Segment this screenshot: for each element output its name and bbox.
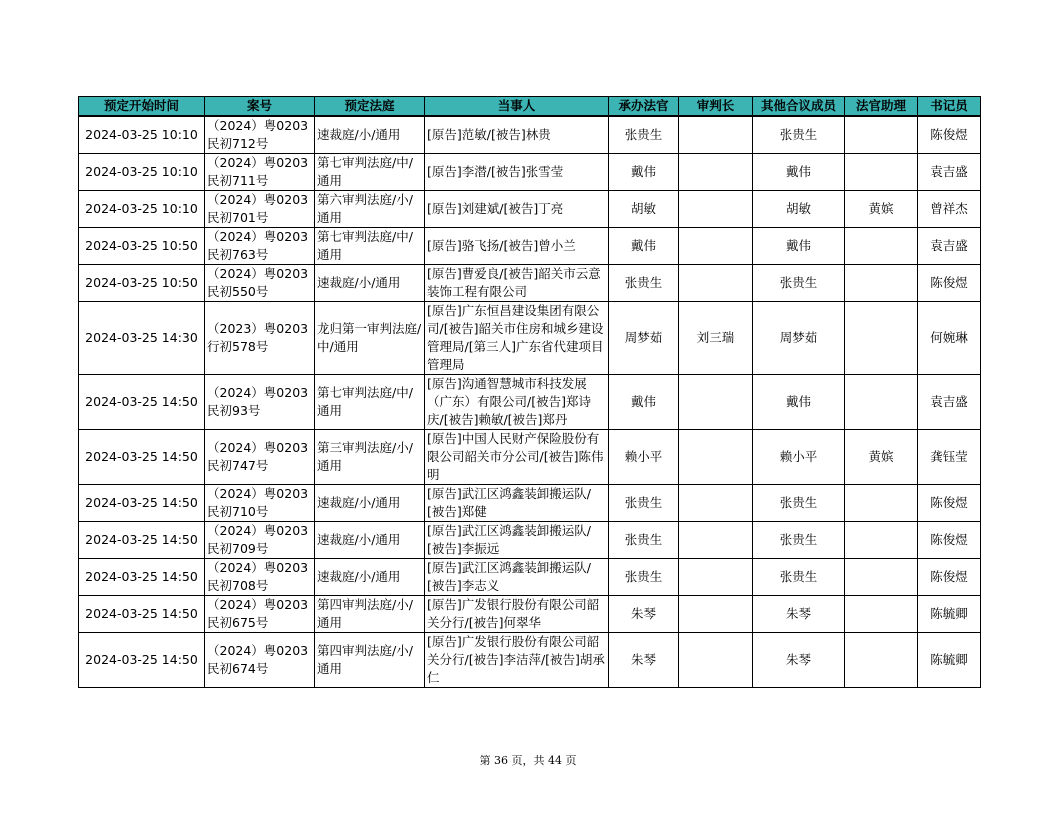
cell-presiding-judge: 周梦茹	[609, 302, 679, 375]
cell-panel-members: 戴伟	[753, 375, 845, 430]
cell-start-time: 2024-03-25 14:50	[79, 430, 205, 485]
cell-parties: [原告]武江区鸿鑫装卸搬运队/[被告]李志义	[425, 559, 609, 596]
cell-chief-judge	[679, 633, 753, 688]
cell-parties: [原告]广东恒昌建设集团有限公司/[被告]韶关市住房和城乡建设管理局/[第三人]广东省代建项目管理局	[425, 302, 609, 375]
cell-courtroom: 龙归第一审判法庭/中/通用	[315, 302, 425, 375]
cell-start-time: 2024-03-25 14:50	[79, 375, 205, 430]
cell-chief-judge	[679, 228, 753, 265]
cell-courtroom: 速裁庭/小/通用	[315, 559, 425, 596]
cell-judge-assistant	[845, 559, 918, 596]
table-row	[79, 191, 981, 228]
table-row	[79, 375, 981, 430]
cell-case-number: （2024）粤0203民初712号	[205, 116, 315, 154]
cell-parties: [原告]广发银行股份有限公司韶关分行/[被告]李洁萍/[被告]胡承仁	[425, 633, 609, 688]
cell-courtroom: 第四审判法庭/小/通用	[315, 633, 425, 688]
cell-courtroom: 速裁庭/小/通用	[315, 485, 425, 522]
cell-parties: [原告]沟通智慧城市科技发展（广东）有限公司/[被告]郑诗庆/[被告]赖敏/[被告]郑丹	[425, 375, 609, 430]
cell-courtroom: 第七审判法庭/中/通用	[315, 154, 425, 191]
cell-case-number: （2024）粤0203民初701号	[205, 191, 315, 228]
cell-start-time: 2024-03-25 14:50	[79, 633, 205, 688]
cell-presiding-judge: 张贵生	[609, 485, 679, 522]
cell-clerk: 陈俊煜	[918, 485, 981, 522]
cell-panel-members: 张贵生	[753, 265, 845, 302]
table-row	[79, 559, 981, 596]
cell-parties: [原告]曹爱良/[被告]韶关市云意装饰工程有限公司	[425, 265, 609, 302]
cell-parties: [原告]李潜/[被告]张雪莹	[425, 154, 609, 191]
cell-case-number: （2024）粤0203民初763号	[205, 228, 315, 265]
cell-chief-judge	[679, 559, 753, 596]
cell-clerk: 何婉琳	[918, 302, 981, 375]
cell-start-time: 2024-03-25 10:10	[79, 191, 205, 228]
header-presiding-judge: 承办法官	[609, 97, 679, 117]
cell-judge-assistant: 黄嫔	[845, 191, 918, 228]
cell-judge-assistant	[845, 633, 918, 688]
cell-chief-judge: 刘三瑞	[679, 302, 753, 375]
cell-courtroom: 速裁庭/小/通用	[315, 116, 425, 154]
cell-start-time: 2024-03-25 10:50	[79, 228, 205, 265]
cell-presiding-judge: 朱琴	[609, 596, 679, 633]
cell-parties: [原告]广发银行股份有限公司韶关分行/[被告]何翠华	[425, 596, 609, 633]
table-row	[79, 485, 981, 522]
cell-clerk: 陈俊煜	[918, 559, 981, 596]
cell-case-number: （2024）粤0203民初711号	[205, 154, 315, 191]
cell-panel-members: 戴伟	[753, 228, 845, 265]
cell-start-time: 2024-03-25 10:10	[79, 154, 205, 191]
cell-clerk: 陈俊煜	[918, 265, 981, 302]
cell-parties: [原告]刘建斌/[被告]丁亮	[425, 191, 609, 228]
cell-parties: [原告]武江区鸿鑫装卸搬运队/[被告]李振远	[425, 522, 609, 559]
cell-panel-members: 戴伟	[753, 154, 845, 191]
cell-panel-members: 周梦茹	[753, 302, 845, 375]
cell-parties: [原告]武江区鸿鑫装卸搬运队/[被告]郑健	[425, 485, 609, 522]
cell-chief-judge	[679, 116, 753, 154]
cell-case-number: （2024）粤0203民初675号	[205, 596, 315, 633]
cell-panel-members: 胡敏	[753, 191, 845, 228]
cell-panel-members: 朱琴	[753, 596, 845, 633]
cell-case-number: （2024）粤0203民初709号	[205, 522, 315, 559]
cell-start-time: 2024-03-25 14:50	[79, 596, 205, 633]
cell-start-time: 2024-03-25 14:30	[79, 302, 205, 375]
cell-panel-members: 张贵生	[753, 559, 845, 596]
cell-clerk: 陈毓卿	[918, 633, 981, 688]
cell-clerk: 陈俊煜	[918, 116, 981, 154]
cell-case-number: （2024）粤0203民初93号	[205, 375, 315, 430]
cell-presiding-judge: 戴伟	[609, 375, 679, 430]
cell-clerk: 龚钰莹	[918, 430, 981, 485]
cell-presiding-judge: 张贵生	[609, 559, 679, 596]
cell-panel-members: 张贵生	[753, 522, 845, 559]
cell-courtroom: 速裁庭/小/通用	[315, 265, 425, 302]
cell-panel-members: 张贵生	[753, 116, 845, 154]
cell-courtroom: 第四审判法庭/小/通用	[315, 596, 425, 633]
cell-judge-assistant	[845, 228, 918, 265]
cell-chief-judge	[679, 265, 753, 302]
cell-chief-judge	[679, 191, 753, 228]
table-row	[79, 430, 981, 485]
cell-presiding-judge: 张贵生	[609, 265, 679, 302]
cell-case-number: （2024）粤0203民初550号	[205, 265, 315, 302]
table-row	[79, 522, 981, 559]
cell-judge-assistant	[845, 154, 918, 191]
cell-panel-members: 赖小平	[753, 430, 845, 485]
cell-clerk: 袁吉盛	[918, 154, 981, 191]
cell-chief-judge	[679, 154, 753, 191]
cell-start-time: 2024-03-25 14:50	[79, 559, 205, 596]
cell-judge-assistant	[845, 596, 918, 633]
cell-judge-assistant	[845, 302, 918, 375]
cell-chief-judge	[679, 375, 753, 430]
cell-presiding-judge: 张贵生	[609, 522, 679, 559]
cell-judge-assistant	[845, 375, 918, 430]
cell-panel-members: 张贵生	[753, 485, 845, 522]
cell-clerk: 陈毓卿	[918, 596, 981, 633]
header-judge-assistant: 法官助理	[845, 97, 918, 117]
cell-panel-members: 朱琴	[753, 633, 845, 688]
table-row	[79, 154, 981, 191]
cell-clerk: 陈俊煜	[918, 522, 981, 559]
cell-case-number: （2024）粤0203民初747号	[205, 430, 315, 485]
cell-start-time: 2024-03-25 10:10	[79, 116, 205, 154]
cell-presiding-judge: 戴伟	[609, 154, 679, 191]
table-row	[79, 302, 981, 375]
table-header-row	[79, 97, 981, 117]
table-row	[79, 596, 981, 633]
cell-judge-assistant	[845, 265, 918, 302]
table-row	[79, 265, 981, 302]
cell-parties: [原告]范敏/[被告]林贵	[425, 116, 609, 154]
cell-courtroom: 第六审判法庭/小/通用	[315, 191, 425, 228]
cell-case-number: （2023）粤0203行初578号	[205, 302, 315, 375]
table-row	[79, 633, 981, 688]
cell-presiding-judge: 张贵生	[609, 116, 679, 154]
cell-case-number: （2024）粤0203民初708号	[205, 559, 315, 596]
cell-chief-judge	[679, 485, 753, 522]
cell-chief-judge	[679, 596, 753, 633]
header-clerk: 书记员	[918, 97, 981, 117]
header-chief-judge: 审判长	[679, 97, 753, 117]
hearing-schedule-table	[78, 96, 981, 688]
header-start-time: 预定开始时间	[79, 97, 205, 117]
cell-presiding-judge: 胡敏	[609, 191, 679, 228]
cell-presiding-judge: 赖小平	[609, 430, 679, 485]
cell-courtroom: 第七审判法庭/中/通用	[315, 375, 425, 430]
page-footer: 第 36 页，共 44 页	[479, 754, 577, 767]
cell-judge-assistant	[845, 116, 918, 154]
cell-chief-judge	[679, 522, 753, 559]
header-courtroom: 预定法庭	[315, 97, 425, 117]
table-row	[79, 116, 981, 154]
header-panel-members: 其他合议成员	[753, 97, 845, 117]
cell-start-time: 2024-03-25 10:50	[79, 265, 205, 302]
cell-start-time: 2024-03-25 14:50	[79, 522, 205, 559]
table-row	[79, 228, 981, 265]
cell-courtroom: 第三审判法庭/小/通用	[315, 430, 425, 485]
cell-judge-assistant	[845, 522, 918, 559]
cell-courtroom: 第七审判法庭/中/通用	[315, 228, 425, 265]
cell-presiding-judge: 朱琴	[609, 633, 679, 688]
cell-parties: [原告]中国人民财产保险股份有限公司韶关市分公司/[被告]陈伟明	[425, 430, 609, 485]
header-case-number: 案号	[205, 97, 315, 117]
cell-judge-assistant	[845, 485, 918, 522]
cell-clerk: 曾祥杰	[918, 191, 981, 228]
cell-clerk: 袁吉盛	[918, 228, 981, 265]
cell-case-number: （2024）粤0203民初674号	[205, 633, 315, 688]
cell-judge-assistant: 黄嫔	[845, 430, 918, 485]
cell-clerk: 袁吉盛	[918, 375, 981, 430]
cell-parties: [原告]骆飞扬/[被告]曾小兰	[425, 228, 609, 265]
cell-chief-judge	[679, 430, 753, 485]
cell-courtroom: 速裁庭/小/通用	[315, 522, 425, 559]
header-parties: 当事人	[425, 97, 609, 117]
table-body	[79, 116, 981, 688]
cell-case-number: （2024）粤0203民初710号	[205, 485, 315, 522]
cell-presiding-judge: 戴伟	[609, 228, 679, 265]
cell-start-time: 2024-03-25 14:50	[79, 485, 205, 522]
